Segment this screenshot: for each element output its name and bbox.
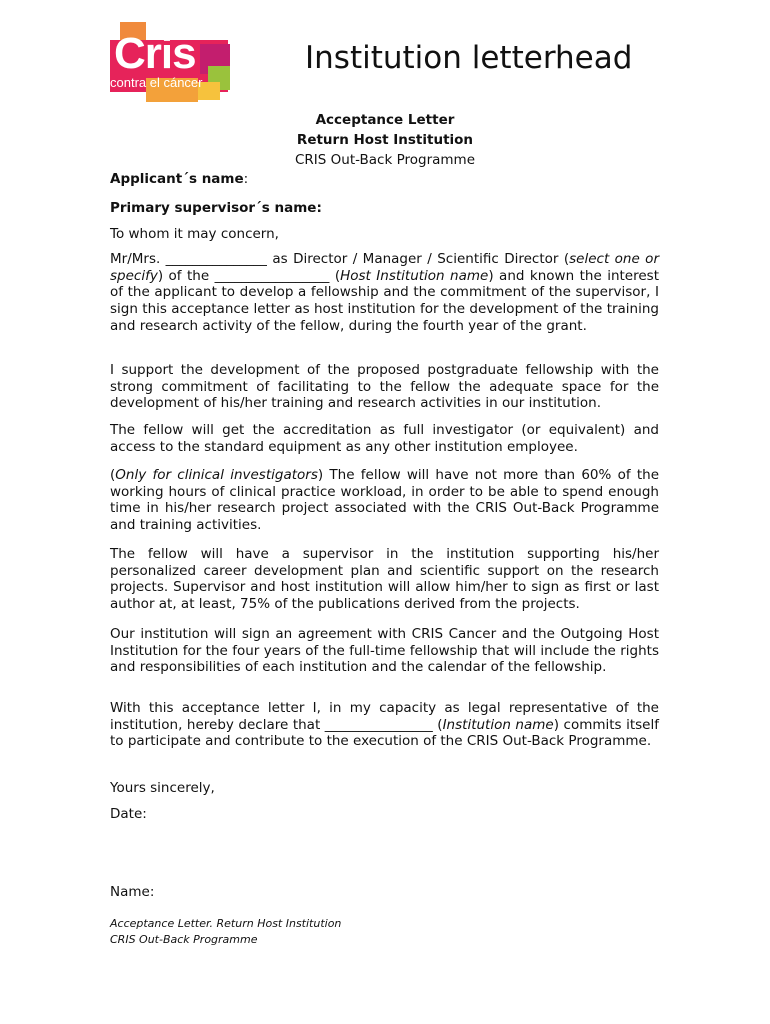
p4-text-c: ) The fellow will have not more than 60% of the working hours of clinical practice workload, in order to be able to spend enough time in his/her research project associated with the CRIS Out-Back Programme and training activities.: [110, 467, 659, 534]
p7-text-c: ) commits itself to participate and contribute to the execution of the CRIS Out-Back Programme.: [110, 716, 659, 750]
paragraph-7: [110, 700, 659, 750]
date-label: Date:: [110, 806, 147, 822]
paragraph-4: [110, 467, 659, 534]
paragraph-6: Our institution will sign an agreement with CRIS Cancer and the Outgoing Host Institution for the four years of the full-time fellowship that will include the rights and responsibilities of each institution and the calendar of the fellowship.: [110, 626, 659, 676]
logo-word: Cris: [114, 29, 196, 78]
paragraph-1: [110, 251, 659, 335]
paragraph-5: The fellow will have a supervisor in the institution supporting his/her personalized career development plan and scientific support on the research projects. Supervisor and host institution will allow him/her to sign as first or last author at, at least, 75% of the publications derived from the projects.: [110, 546, 659, 613]
closing: Yours sincerely,: [110, 780, 215, 796]
doc-subtitle: Return Host Institution: [296, 132, 474, 148]
supervisor-name-field: [110, 200, 322, 216]
applicant-colon: :: [243, 171, 249, 187]
p4-text-a: (: [110, 467, 116, 483]
greeting: To whom it may concern,: [110, 226, 279, 242]
programme-name: CRIS Out-Back Programme: [295, 152, 475, 168]
p1-text-e: ) and known the interest of the applicant to develop a fellowship and the commitment of the supervisor, I sign this acceptance letter as host institution for the development of the training and research activity of the fellow, during the fourth year of the grant.: [110, 267, 659, 334]
p7-italic-b: Institution name: [442, 716, 554, 733]
footer-line-2: CRIS Out-Back Programme: [110, 933, 258, 946]
cris-logo: [100, 14, 235, 104]
p7-text-a: With this acceptance letter I, in my capacity as legal representative of the institution, hereby declare that ________________ (: [110, 700, 659, 733]
p1-text-a: Mr/Mrs. _______________ as Director / Manager / Scientific Director (: [110, 251, 570, 267]
logo-tagline: contra el cáncer: [110, 75, 203, 90]
applicant-label: Applicant´s name: [110, 171, 244, 187]
p1-italic-b: select one or specify: [110, 251, 659, 284]
p4-italic-b: Only for clinical investigators: [115, 467, 318, 483]
p1-italic-d: Host Institution name: [340, 267, 489, 284]
applicant-name-field: [110, 171, 248, 187]
footer-line-1: Acceptance Letter. Return Host Institution: [110, 917, 342, 930]
name-label: Name:: [110, 884, 155, 900]
paragraph-2: I support the development of the proposed postgraduate fellowship with the strong commitment of facilitating to the fellow the adequate space for the development of his/her training and research activities in our institution.: [110, 362, 659, 412]
doc-title: Acceptance Letter: [315, 112, 455, 128]
paragraph-3: The fellow will get the accreditation as full investigator (or equivalent) and access to the standard equipment as any other institution employee.: [110, 422, 659, 455]
supervisor-label: Primary supervisor´s name:: [110, 200, 322, 216]
p1-text-c: ) of the _________________ (: [157, 267, 341, 284]
letterhead-title: Institution letterhead: [305, 40, 633, 76]
